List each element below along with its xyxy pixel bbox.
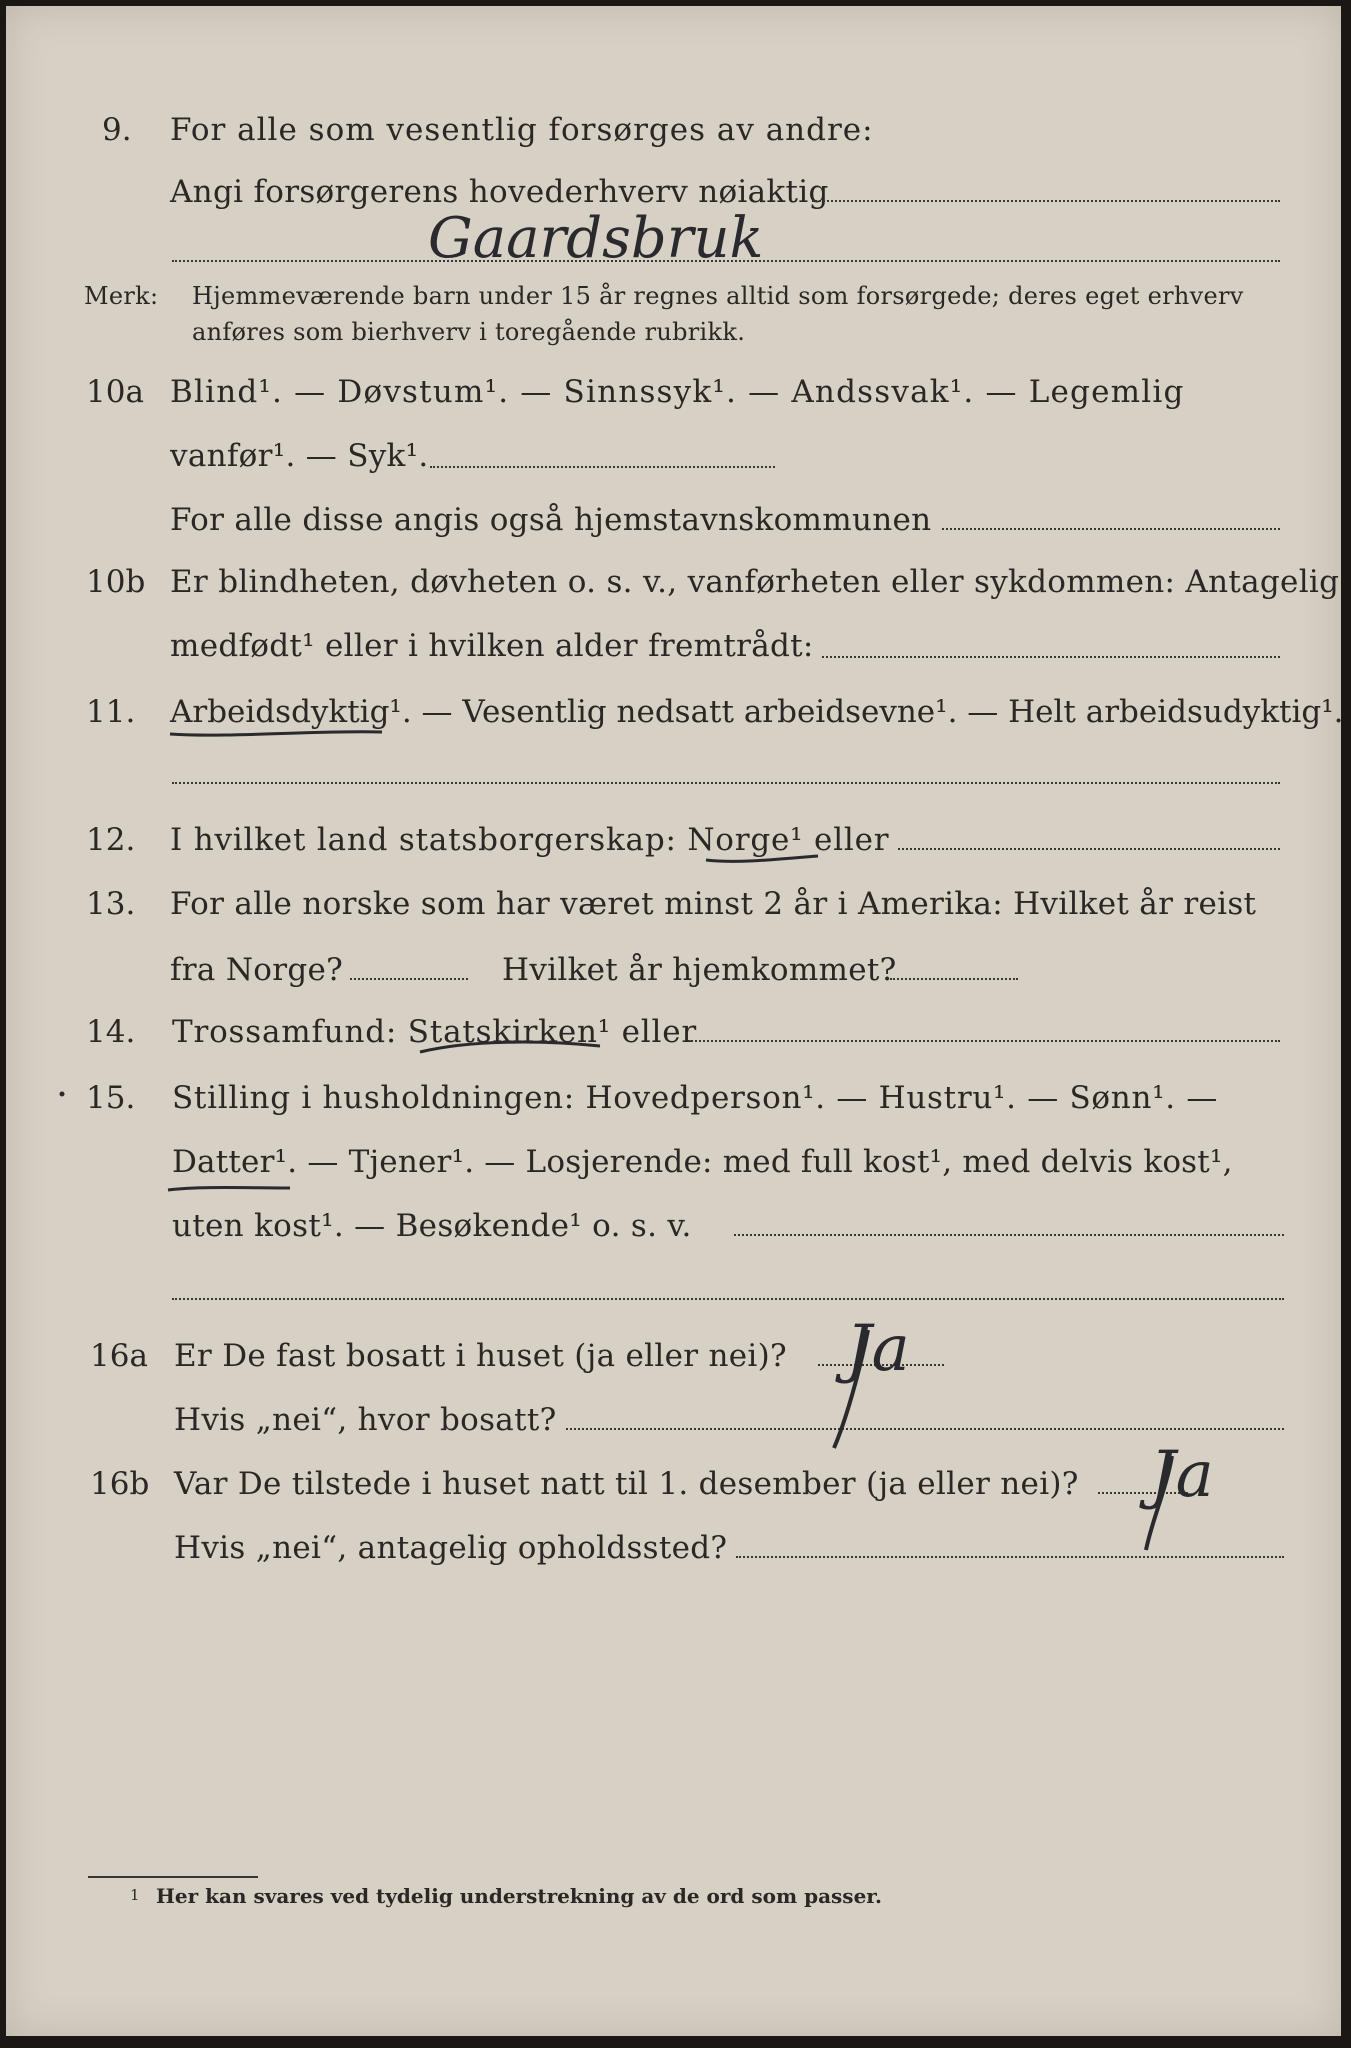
q16b-handwritten-answer: Ja [1150,1438,1214,1512]
q11-number: 11. [86,694,136,730]
q13-return-dotted-line [890,978,1018,980]
q15-line1: Stilling i husholdningen: Hovedperson¹. — Hustru¹. — Sønn¹. — [172,1080,1219,1116]
note-line1: Hjemmeværende barn under 15 år regnes alltid som forsørgede; deres eget erhverv [192,282,1244,310]
q10b-number: 10b [86,564,146,600]
q16b-number: 16b [90,1466,150,1502]
q10b-dotted-line [822,656,1280,658]
q15-dotted-line [734,1234,1284,1236]
q9-handwritten-answer: Gaardsbruk [428,206,764,271]
q14-line1: Trossamfund: Statskirken¹ eller [172,1014,697,1050]
footnote-rule [88,1876,258,1878]
note-label: Merk: [84,282,159,310]
q15-line3: uten kost¹. — Besøkende¹ o. s. v. [172,1208,692,1244]
q14-number: 14. [86,1014,136,1050]
q13-number: 13. [86,886,136,922]
note-line2: anføres som bierhverv i toregående rubrikk. [192,318,746,346]
q16b-whereabouts-dotted-line [736,1556,1284,1558]
q9-line1: For alle som vesentlig forsørges av andre: [170,112,874,148]
q11-line1: Arbeidsdyktig¹. — Vesentlig nedsatt arbeidsevne¹. — Helt arbeidsudyktig¹. [170,694,1344,730]
q12-line1: I hvilket land statsborgerskap: Norge¹ eller [170,822,890,858]
q10a-line1: Blind¹. — Døvstum¹. — Sinnssyk¹. — Andssvak¹. — Legemlig [170,374,1185,410]
q13-departure-dotted-line [350,978,468,980]
q16a-residence-dotted-line [566,1428,1284,1430]
q12-dotted-line [898,848,1280,850]
footnote-text: Her kan svares ved tydelig understrekning av de ord som passer. [156,1884,882,1908]
q16a-number: 16a [90,1338,148,1374]
q14-dotted-line [688,1040,1280,1042]
q10a-line2: vanfør¹. — Syk¹. [170,438,429,474]
q15-dotted-line-2 [172,1298,1284,1300]
q16a-line2: Hvis „nei“, hvor bosatt? [174,1402,557,1438]
q10a-number: 10a [86,374,144,410]
q16b-line1: Var De tilstede i huset natt til 1. desember (ja eller nei)? [174,1466,1079,1502]
q11-dotted-line [172,782,1280,784]
q10a-municipality-dotted-line [942,528,1280,530]
q16a-handwritten-answer: Ja [846,1312,910,1386]
q10b-line2: medfødt¹ eller i hvilken alder fremtrådt: [170,628,814,664]
q9-answer-dotted-line [812,200,1280,202]
q10b-line1: Er blindheten, døvheten o. s. v., vanførheten eller sykdommen: Antagelig [170,564,1340,600]
q9-line2: Angi forsørgerens hovederhverv nøiaktig [170,174,829,210]
q15-number: 15. [86,1080,136,1116]
q15-line2: Datter¹. — Tjener¹. — Losjerende: med full kost¹, med delvis kost¹, [172,1144,1233,1180]
q13-line2a: fra Norge? [170,952,344,988]
q16a-line1: Er De fast bosatt i huset (ja eller nei)? [174,1338,787,1374]
q13-line2b: Hvilket år hjemkommet? [502,952,897,988]
footnote-mark: 1 [130,1886,140,1904]
q9-number: 9. [102,112,132,148]
q13-line1: For alle norske som har været minst 2 år i Amerika: Hvilket år reist [170,886,1257,922]
q10a-syk-dotted-line [430,466,775,468]
q10a-line3: For alle disse angis også hjemstavnskommunen [170,502,932,538]
q12-number: 12. [86,822,136,858]
q16b-line2: Hvis „nei“, antagelig opholdssted? [174,1530,728,1566]
